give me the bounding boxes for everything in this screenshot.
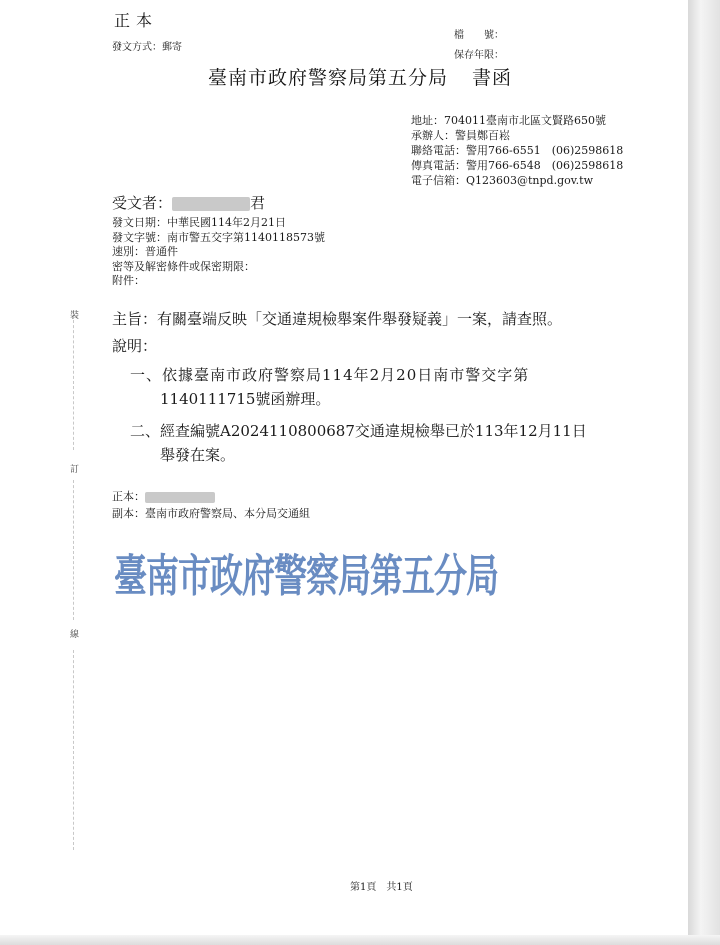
document-title (208, 63, 512, 90)
copy-recipients: 副本：臺南市政府警察局、本分局交通組 (112, 507, 310, 520)
phone: 聯絡電話：警用766-6551 (06)2598618 (411, 144, 624, 157)
binding-line (73, 650, 74, 850)
contact-block (411, 113, 623, 188)
subject: 主旨：有關臺端反映「交通違規檢舉案件舉發疑義」一案，請查照。 (112, 310, 563, 328)
copy-label: 正本 (114, 11, 159, 30)
binding-line (73, 320, 74, 450)
secrecy-level: 密等及解密條件或保密期限： (112, 259, 255, 273)
binding-line (73, 480, 74, 620)
attachments: 附件： (112, 274, 145, 287)
email: 電子信箱：Q123603@tnpd.gov.tw (411, 174, 593, 187)
send-method: 發文方式：郵寄 (112, 42, 182, 53)
document-type: 書函 (472, 67, 513, 89)
binding-mark: 裝 (70, 311, 80, 321)
explanation-label: 說明： (112, 337, 158, 355)
issuing-agency: 臺南市政府警察局第五分局 (208, 67, 449, 89)
retention-period-label: 保存年限： (454, 50, 504, 61)
explanation-item-1-cont: 1140111715號函辦理。 (160, 390, 331, 408)
recipient-suffix: 君 (250, 194, 266, 212)
explanation-item-2-cont: 舉發在案。 (160, 446, 236, 464)
document-number: 發文字號：南市警五交字第1140118573號 (112, 230, 325, 244)
page-number: 第1頁 共1頁 (350, 882, 413, 893)
issue-date: 發文日期：中華民國114年2月21日 (112, 216, 286, 229)
fax: 傳真電話：警用766-6548 (06)2598618 (411, 159, 624, 172)
main-recipient-label: 正本： (112, 490, 145, 503)
binding-mark: 線 (70, 630, 80, 640)
handler: 承辦人：警員鄭百崧 (411, 129, 510, 142)
agency-stamp: 臺南市政府警察局第五分局 (114, 549, 498, 602)
archive-number-label: 檔 號： (454, 30, 504, 41)
page-bottom-shadow (0, 935, 720, 945)
recipient-label: 受文者： (112, 194, 173, 212)
address: 地址：704011臺南市北區文賢路650號 (411, 114, 606, 127)
redacted-name (172, 197, 250, 211)
document-fields (112, 216, 325, 289)
explanation-item-1: 一、依據臺南市政府警察局114年2月20日南市警交字第 (130, 366, 530, 384)
redacted-main-recipient (145, 492, 215, 503)
explanation-item-2: 二、經查編號A2024110800687交通違規檢舉已於113年12月11日 (130, 422, 587, 440)
delivery-speed: 速別：普通件 (112, 245, 178, 258)
main-recipient (112, 488, 215, 504)
recipient (112, 192, 265, 213)
binding-mark: 訂 (70, 465, 80, 475)
page-edge (688, 0, 720, 945)
